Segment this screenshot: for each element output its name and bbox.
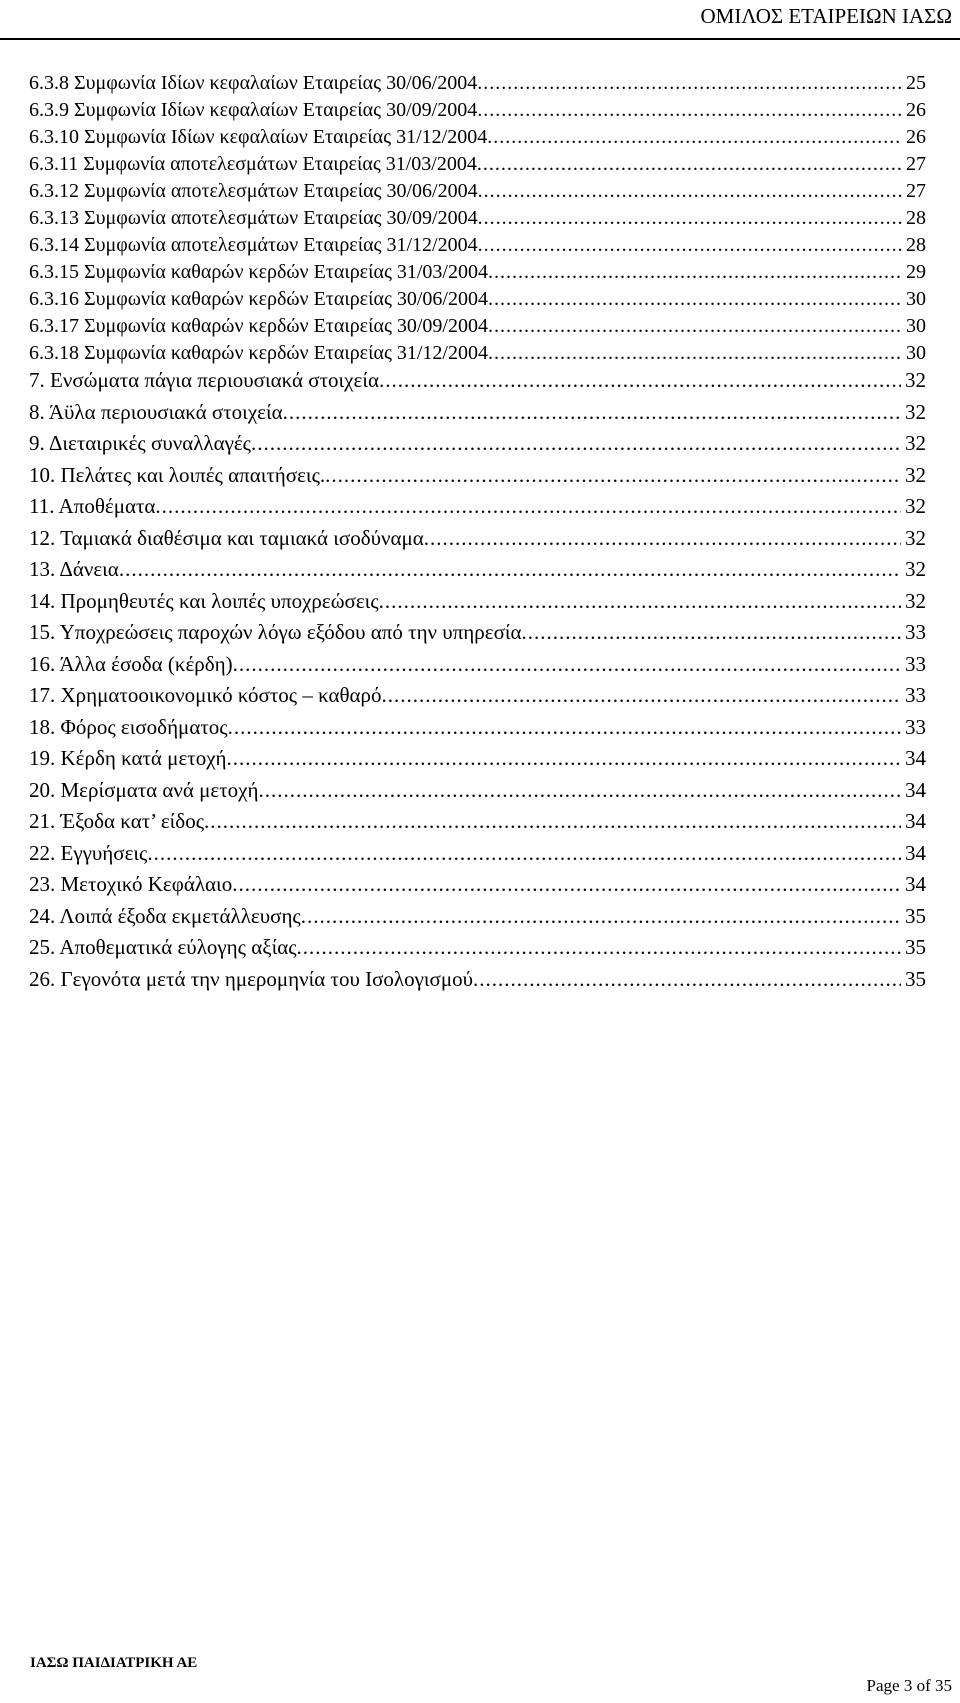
toc-entry-page-number: 32 bbox=[905, 368, 926, 392]
toc-entry-title: 18. Φόρος εισοδήματος bbox=[29, 715, 228, 739]
toc-entry-title: 26. Γεγονότα μετά την ημερομηνία του Ισολογισμού bbox=[29, 967, 474, 991]
toc-entry[interactable] bbox=[29, 259, 926, 286]
toc-dot-leader bbox=[147, 839, 901, 867]
toc-entry-page-number: 32 bbox=[905, 431, 926, 455]
toc-entry-page-number: 33 bbox=[905, 652, 926, 676]
toc-entry[interactable] bbox=[29, 555, 926, 583]
toc-entry-page-number: 27 bbox=[906, 153, 926, 175]
toc-entry-title: 14. Προμηθευτές και λοιπές υποχρεώσεις bbox=[29, 589, 379, 613]
toc-entry-page-number: 30 bbox=[906, 288, 926, 310]
toc-entry-title: 9. Διεταιρικές συναλλαγές bbox=[29, 431, 251, 455]
toc-entry[interactable] bbox=[29, 713, 926, 741]
toc-entry-title: 6.3.14 Συμφωνία αποτελεσμάτων Εταιρείας 31/12/2004 bbox=[29, 234, 478, 256]
toc-entry[interactable] bbox=[29, 151, 926, 178]
toc-entry-page-number: 28 bbox=[906, 207, 926, 229]
toc-dot-leader bbox=[488, 340, 902, 367]
toc-entry[interactable] bbox=[29, 232, 926, 259]
toc-entry-page-number: 26 bbox=[906, 126, 926, 148]
toc-dot-leader bbox=[325, 461, 901, 489]
toc-entry-title: 21. Έξοδα κατ’ είδος bbox=[29, 809, 205, 833]
toc-entry[interactable] bbox=[29, 776, 926, 804]
toc-entry[interactable] bbox=[29, 492, 926, 520]
toc-entry-page-number: 28 bbox=[906, 234, 926, 256]
toc-entry-title: 22. Εγγυήσεις bbox=[29, 841, 148, 865]
toc-entry[interactable] bbox=[29, 461, 926, 489]
toc-entry-title: 24. Λοιπά έξοδα εκμετάλλευσης bbox=[29, 904, 301, 928]
toc-entry-page-number: 30 bbox=[906, 315, 926, 337]
toc-entry-title: 6.3.8 Συμφωνία Ιδίων κεφαλαίων Εταιρείας 30/06/2004 bbox=[29, 72, 478, 94]
toc-entry[interactable] bbox=[29, 286, 926, 313]
toc-entry[interactable] bbox=[29, 650, 926, 678]
toc-dot-leader bbox=[233, 650, 901, 678]
toc-entry-page-number: 25 bbox=[906, 72, 926, 94]
toc-entry[interactable] bbox=[29, 70, 926, 97]
toc-entry[interactable] bbox=[29, 870, 926, 898]
toc-dot-leader bbox=[522, 618, 901, 646]
toc-entry[interactable] bbox=[29, 681, 926, 709]
toc-entry-title: 6.3.9 Συμφωνία Ιδίων κεφαλαίων Εταιρείας 30/09/2004 bbox=[29, 99, 478, 121]
toc-dot-leader bbox=[204, 807, 901, 835]
toc-entry-page-number: 33 bbox=[905, 620, 926, 644]
toc-entry-title: 23. Μετοχικό Κεφάλαιο bbox=[29, 872, 233, 896]
toc-entry-title: 6.3.15 Συμφωνία καθαρών κερδών Εταιρείας 31/03/2004 bbox=[29, 261, 488, 283]
toc-dot-leader bbox=[119, 555, 901, 583]
toc-entry[interactable] bbox=[29, 524, 926, 552]
toc-entry-page-number: 32 bbox=[905, 494, 926, 518]
toc-entry-title: 20. Μερίσματα ανά μετοχή bbox=[29, 778, 259, 802]
toc-dot-leader bbox=[477, 97, 902, 124]
toc-dot-leader bbox=[478, 205, 902, 232]
toc-entry-title: 6.3.16 Συμφωνία καθαρών κερδών Εταιρείας 30/06/2004 bbox=[29, 288, 488, 310]
toc-entry[interactable] bbox=[29, 340, 926, 367]
toc-entry-title: 17. Χρηματοοικονομικό κόστος – καθαρό bbox=[29, 683, 382, 707]
toc-entry-page-number: 33 bbox=[905, 683, 926, 707]
toc-entry[interactable] bbox=[29, 933, 926, 961]
toc-dot-leader bbox=[487, 124, 902, 151]
toc-entry[interactable] bbox=[29, 313, 926, 340]
toc-entry[interactable] bbox=[29, 744, 926, 772]
toc-entry-title: 13. Δάνεια bbox=[29, 557, 119, 581]
toc-entry-page-number: 34 bbox=[905, 746, 926, 770]
toc-entry-title: 15. Υποχρεώσεις παροχών λόγω εξόδου από την υπηρεσία bbox=[29, 620, 522, 644]
toc-entry-page-number: 35 bbox=[905, 967, 926, 991]
toc-dot-leader bbox=[283, 398, 901, 426]
toc-entry-page-number: 27 bbox=[906, 180, 926, 202]
toc-entry-page-number: 32 bbox=[905, 557, 926, 581]
toc-entry-title: 16. Άλλα έσοδα (κέρδη) bbox=[29, 652, 233, 676]
toc-entry-title: 8. Άϋλα περιουσιακά στοιχεία bbox=[29, 400, 283, 424]
toc-dot-leader bbox=[382, 681, 901, 709]
toc-entry-page-number: 30 bbox=[906, 342, 926, 364]
toc-entry[interactable] bbox=[29, 178, 926, 205]
toc-entry[interactable] bbox=[29, 965, 926, 993]
toc-dot-leader bbox=[232, 870, 901, 898]
toc-entry[interactable] bbox=[29, 429, 926, 457]
toc-entry[interactable] bbox=[29, 398, 926, 426]
toc-entry-title: 6.3.11 Συμφωνία αποτελεσμάτων Εταιρείας 31/03/2004 bbox=[29, 153, 477, 175]
toc-dot-leader bbox=[297, 933, 901, 961]
toc-dot-leader bbox=[478, 232, 902, 259]
toc-entry-title: 6.3.13 Συμφωνία αποτελεσμάτων Εταιρείας 30/09/2004 bbox=[29, 207, 478, 229]
toc-dot-leader bbox=[478, 178, 902, 205]
toc-dot-leader bbox=[251, 429, 901, 457]
toc-entry[interactable] bbox=[29, 587, 926, 615]
toc-entry-page-number: 34 bbox=[905, 872, 926, 896]
toc-entry-title: 19. Κέρδη κατά μετοχή bbox=[29, 746, 227, 770]
toc-entry-page-number: 26 bbox=[906, 99, 926, 121]
toc-dot-leader bbox=[379, 366, 901, 394]
toc-entry-title: 6.3.12 Συμφωνία αποτελεσμάτων Εταιρείας 30/06/2004 bbox=[29, 180, 478, 202]
toc-dot-leader bbox=[379, 587, 901, 615]
toc-entry[interactable] bbox=[29, 902, 926, 930]
toc-dot-leader bbox=[301, 902, 901, 930]
toc-entry-page-number: 32 bbox=[905, 589, 926, 613]
toc-entry[interactable] bbox=[29, 97, 926, 124]
toc-entry-page-number: 29 bbox=[906, 261, 926, 283]
toc-entry[interactable] bbox=[29, 205, 926, 232]
toc-dot-leader bbox=[227, 744, 901, 772]
toc-dot-leader bbox=[258, 776, 901, 804]
page-header-title: ΟΜΙΛΟΣ ΕΤΑΙΡΕΙΩΝ ΙΑΣΩ bbox=[700, 4, 952, 28]
footer-company-name: ΙΑΣΩ ΠΑΙΔΙΑΤΡΙΚΗ ΑΕ bbox=[30, 1655, 198, 1671]
toc-dot-leader bbox=[424, 524, 901, 552]
toc-entry-page-number: 32 bbox=[905, 526, 926, 550]
toc-entry-title: 6.3.18 Συμφωνία καθαρών κερδών Εταιρείας 31/12/2004 bbox=[29, 342, 488, 364]
toc-dot-leader bbox=[228, 713, 901, 741]
toc-entry[interactable] bbox=[29, 366, 926, 394]
toc-entry[interactable] bbox=[29, 124, 926, 151]
toc-entry-page-number: 34 bbox=[905, 778, 926, 802]
toc-entry-page-number: 34 bbox=[905, 841, 926, 865]
toc-entry-page-number: 32 bbox=[905, 400, 926, 424]
toc-entry-title: 10. Πελάτες και λοιπές απαιτήσεις. bbox=[29, 463, 326, 487]
toc-entry-page-number: 34 bbox=[905, 809, 926, 833]
footer-page-number: Page 3 of 35 bbox=[866, 1676, 952, 1695]
toc-dot-leader bbox=[155, 492, 901, 520]
toc-entry[interactable] bbox=[29, 807, 926, 835]
toc-entry-title: 25. Αποθεματικά εύλογης αξίας bbox=[29, 935, 297, 959]
toc-dot-leader bbox=[477, 70, 902, 97]
toc-dot-leader bbox=[488, 259, 902, 286]
toc-dot-leader bbox=[488, 313, 902, 340]
toc-entry-title: 6.3.17 Συμφωνία καθαρών κερδών Εταιρείας 30/09/2004 bbox=[29, 315, 488, 337]
toc-entry-page-number: 35 bbox=[905, 904, 926, 928]
toc-entry-page-number: 35 bbox=[905, 935, 926, 959]
toc-entry-title: 12. Ταμιακά διαθέσιμα και ταμιακά ισοδύναμα bbox=[29, 526, 424, 550]
toc-dot-leader bbox=[488, 286, 902, 313]
toc-dot-leader bbox=[477, 151, 902, 178]
toc-entry[interactable] bbox=[29, 618, 926, 646]
toc-entry-page-number: 33 bbox=[905, 715, 926, 739]
toc-entry[interactable] bbox=[29, 839, 926, 867]
toc-entry-title: 7. Ενσώματα πάγια περιουσιακά στοιχεία bbox=[29, 368, 379, 392]
toc-dot-leader bbox=[473, 965, 901, 993]
toc-entry-title: 6.3.10 Συμφωνία Ιδίων κεφαλαίων Εταιρείας 31/12/2004 bbox=[29, 126, 488, 148]
toc-entry-title: 11. Αποθέματα bbox=[29, 494, 156, 518]
toc-entry-page-number: 32 bbox=[905, 463, 926, 487]
